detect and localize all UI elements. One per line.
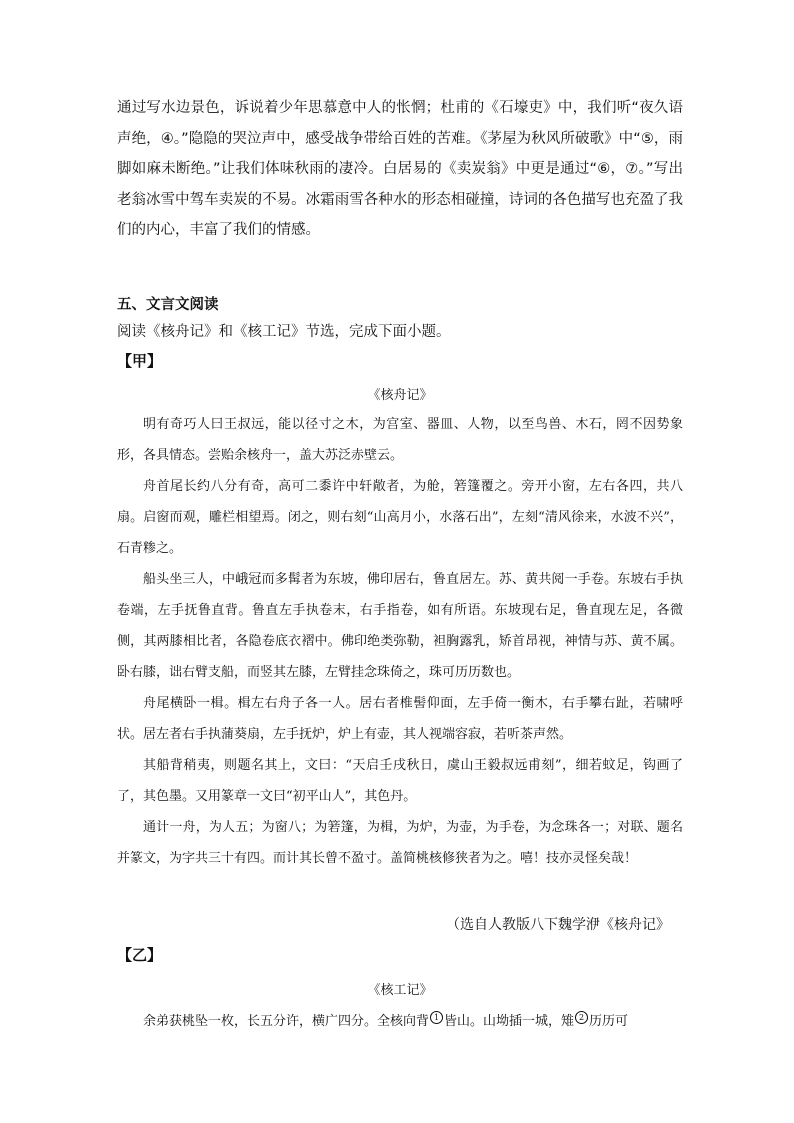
jia-paragraph: 船头坐三人，中峨冠而多髯者为东坡，佛印居右，鲁直居左。苏、黄共阅一手卷。东坡右手执卷端，左手抚鲁直背。鲁直左手执卷末，右手指卷，如有所语。东坡现右足，鲁直现左足，各微侧，其两膝相比者，各隐卷底衣褶中。佛印绝类弥勒，袒胸露乳，矫首昂视，神情与苏、黄不属。卧右膝，诎右臂支船，而竖其左膝，左臂挂念珠倚之，珠可历历数也。 — [117, 572, 683, 680]
jia-paragraph: 通计一舟，为人五；为窗八；为箬篷，为楫，为炉，为壶，为手卷，为念珠各一；对联、题名并篆文，为字共三十有四。而计其长曾不盈寸。盖简桃核修狭者为之。嘻！技亦灵怪矣哉！ — [117, 820, 683, 866]
yi-paragraph — [117, 1006, 683, 1037]
yi-text-2: 皆山。山坳插一城，雉 — [444, 1014, 575, 1029]
jia-paragraph: 其船背稍夷，则题名其上，文曰：“天启壬戌秋日，虞山王毅叔远甫刻”，细若蚊足，钩画了了，其色墨。又用篆章一文曰“初平山人”，其色丹。 — [117, 758, 683, 804]
yi-text-1: 余弟获桃坠一枚，长五分许，横广四分。全核向背 — [143, 1014, 430, 1029]
jia-paragraph: 舟首尾长约八分有奇，高可二黍许中轩敞者，为舱，箬篷覆之。旁开小窗，左右各四，共八扇。启窗而观，雕栏相望焉。闭之，则右刻“山高月小，水落石出”，左刻“清风徐来，水波不兴”，石青糁之。 — [117, 479, 683, 556]
note-marker-1: 1 — [430, 1011, 443, 1024]
intro-paragraph: 通过写水边景色，诉说着少年思慕意中人的怅惘；杜甫的《石壕吏》中，我们听“夜久语声绝，④。”隐隐的哭泣声中，感受战争带给百姓的苦难。《茅屋为秋风所破歌》中“⑤，雨脚如麻未断绝。”让我们体味秋雨的凄冷。白居易的《卖炭翁》中更是通过“⑥，⑦。”写出老翁冰雪中驾车卖炭的不易。冰霜雨雪各种水的形态相碰撞，诗词的各色描写也充盈了我们的内心，丰富了我们的情感。 — [117, 100, 683, 238]
yi-body — [117, 1006, 683, 1037]
yi-text-3: 历历可 — [589, 1014, 629, 1029]
jia-marker: 【甲】 — [117, 352, 163, 370]
jia-source: （选自人教版八下魏学洢《核舟记》 — [446, 917, 670, 933]
note-marker-2: 2 — [575, 1011, 588, 1024]
jia-body — [117, 409, 683, 874]
section-instruction: 阅读《核舟记》和《核工记》节选，完成下面小题。 — [117, 324, 451, 340]
jia-paragraph: 舟尾横卧一楫。楫左右舟子各一人。居右者椎髻仰面，左手倚一衡木，右手攀右趾，若啸呼状。居左者右手执蒲葵扇，左手抚炉，炉上有壶，其人视端容寂，若听茶声然。 — [117, 696, 683, 742]
yi-marker: 【乙】 — [117, 946, 163, 964]
section-heading: 五、文言文阅读 — [117, 297, 219, 313]
jia-title: 《核舟记》 — [367, 388, 433, 403]
jia-paragraph: 明有奇巧人曰王叔远，能以径寸之木，为宫室、器皿、人物，以至鸟兽、木石，罔不因势象形，各具情态。尝贻余核舟一，盖大苏泛赤壁云。 — [117, 417, 683, 463]
yi-title: 《核工记》 — [367, 983, 433, 998]
